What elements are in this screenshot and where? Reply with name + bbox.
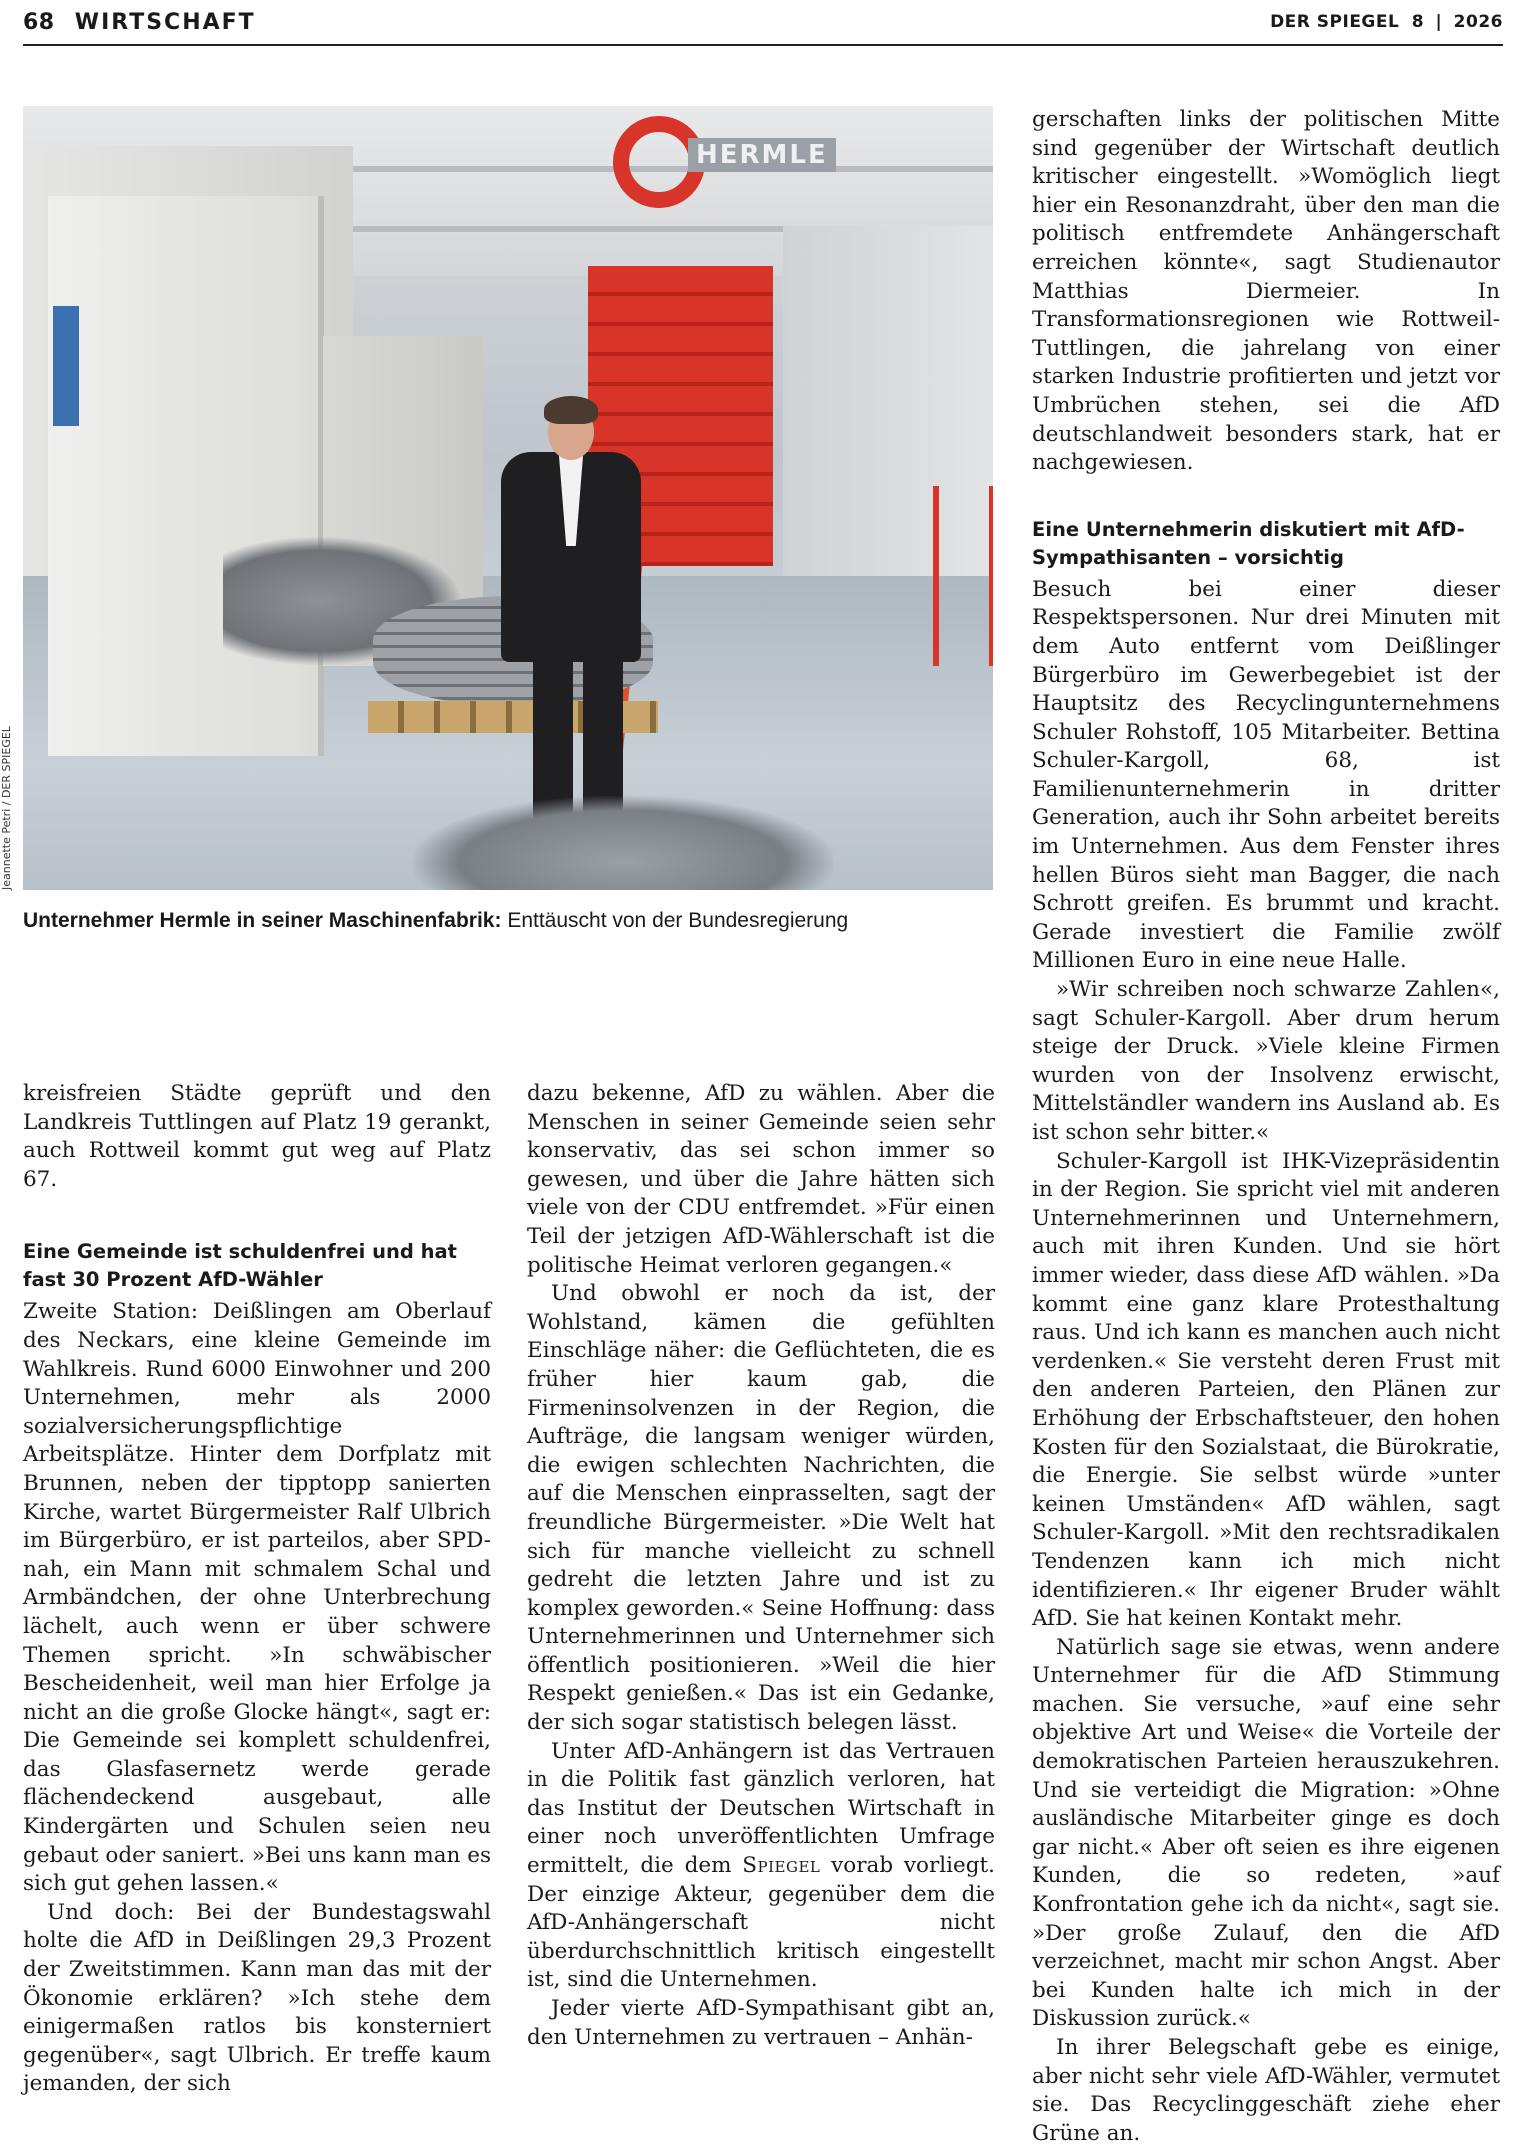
paragraph-part: vorab vorliegt. Der einzige Akteur, gegenüber dem die AfD-Anhängerschaft nicht überdurchschnittlich kritisch eingestellt ist, sind die Unternehmen. <box>527 1853 995 1993</box>
text-column-3 <box>1032 106 1500 2148</box>
caption-text: Enttäuscht von der Bundesregierung <box>501 909 849 932</box>
header-separator: | <box>1435 12 1443 32</box>
header-right <box>1270 12 1503 32</box>
subheading: Eine Gemeinde ist schuldenfrei und hat fast 30 Prozent AfD-Wähler <box>23 1240 457 1292</box>
hermle-sign: HERMLE <box>688 138 836 172</box>
text-column-2 <box>527 1080 995 2052</box>
page-number: 68 <box>23 10 55 35</box>
photo-caption <box>23 909 1003 933</box>
page-header <box>23 0 1503 46</box>
paragraph: Jeder vierte AfD-Sympathisant gibt an, den Unternehmen zu vertrauen – Anhän- <box>527 1996 995 2050</box>
article-photo <box>23 106 993 890</box>
photo-machine-screen <box>53 306 79 426</box>
paragraph: dazu bekenne, AfD zu wählen. Aber die Menschen in seiner Gemeinde seien sehr konservativ, das sei schon immer so gewesen, und über die Jahre hätten sich viele von der CDU entfremdet. »Für einen Teil der jetzigen AfD-Wählerschaft ist die politische Heimat verloren gegangen.« <box>527 1081 995 1278</box>
paragraph: In ihrer Belegschaft gebe es einige, aber nicht sehr viele AfD-Wähler, vermutet sie. Das Recyclinggeschäft ziehe eher Grüne an. <box>1032 2035 1500 2146</box>
issue-number: 8 <box>1411 12 1425 32</box>
paragraph: Besuch bei einer dieser Respektspersonen. Nur drei Minuten mit dem Auto entfernt vom Deißlinger Bürgerbüro im Gewerbegebiet ist der Hauptsitz des Recyclingunternehmens Schuler Rohstoff, 105 Mitarbeiter. Bettina Schuler-Kargoll, 68, ist Familienunternehmerin in dritter Generation, auch ihr Sohn arbeitet bereits im Unternehmen. Aus dem Fenster ihres hellen Büros sieht man Bagger, die nach Schrott greifen. Es brummt und kracht. Gerade investiert die Familie zwölf Millionen Euro in eine neue Halle. <box>1032 576 1500 974</box>
paragraph: Und doch: Bei der Bundestagswahl holte die AfD in Deißlingen 29,3 Prozent der Zweitstimmen. Kann man das mit der Ökonomie erklären? »Ich stehe dem einigermaßen ratlos bis konsterniert gegenüber«, sagt Ulbrich. Er treffe kaum jemanden, der sich <box>23 1899 491 2097</box>
issue-year: 2026 <box>1453 12 1503 32</box>
paragraph: Und obwohl er noch da ist, der Wohlstand, kämen die gefühlten Einschläge näher: die Geflüchteten, die es früher hier kaum gab, die Firmeninsolvenzen in der Region, die Aufträge, die langsam weniger würden, die ewigen schlechten Nachrichten, die auf die Menschen einprasselten, sagt der freundliche Bürgermeister. »Die Welt hat sich für manche vielleicht zu schnell gedreht die letzten Jahre und ist zu komplex geworden.« Seine Hoffnung: dass Unternehmerinnen und Unternehmer sich öffentlich positionieren. »Weil die hier Respekt genießen.« Das ist ein Gedanke, der sich sogar statistisch belegen lässt. <box>527 1281 995 1736</box>
header-left <box>23 10 256 35</box>
photo-castings-front <box>413 796 833 890</box>
publication-name: DER SPIEGEL <box>1270 12 1400 32</box>
section-title: WIRTSCHAFT <box>74 10 256 35</box>
paragraph: Zweite Station: Deißlingen am Oberlauf des Neckars, eine kleine Gemeinde im Wahlkreis. Rund 6000 Einwohner und 200 Unternehmen, mehr als 2000 sozialversicherungspflichtige Arbeitsplätze. Hinter dem Dorfplatz mit Brunnen, neben der tipptopp sanierten Kirche, wartet Bürgermeister Ralf Ulbrich im Bürgerbüro, er ist parteilos, aber SPD-nah, ein Mann mit schmalem Schal und Armbändchen, der ohne Unterbrechung lächelt, auch wenn er über schwere Themen spricht. »In schwäbischer Bescheidenheit, weil man hier Erfolge ja nicht an die große Glocke hängt«, sagt er: Die Gemeinde sei komplett schuldenfrei, das Glasfasernetz werde gerade flächendeckend ausgebaut, alle Kindergärten und Schulen seien neu gebaut oder saniert. »Bei uns kann man es sich gut gehen lassen.« <box>23 1299 491 1897</box>
paragraph: Schuler-Kargoll ist IHK-Vizepräsidentin in der Region. Sie spricht viel mit anderen Unternehmerinnen und Unternehmern, auch mit ihren Kunden. Und sie hört immer wieder, dass diese AfD wählen. »Da kommt eine ganz klare Protesthaltung raus. Und ich kann es manchen auch nicht verdenken.« Sie versteht deren Frust mit den anderen Parteien, den Plänen zur Erhöhung der Erbschaftsteuer, den hohen Kosten für den Sozialstaat, die Bürokratie, die Energie. Sie selbst würde »unter keinen Umständen« AfD wählen, sagt Schuler-Kargoll. »Mit den rechtsradikalen Tendenzen kann ich mich nicht identifizieren.« Ihr eigener Bruder wählt AfD. Sie hat keinen Kontakt mehr. <box>1032 1148 1500 1632</box>
paragraph: kreisfreien Städte geprüft und den Landkreis Tuttlingen auf Platz 19 gerankt, auch Rottweil kommt gut weg auf Platz 67. <box>23 1081 491 1192</box>
paragraph: Natürlich sage sie etwas, wenn andere Unternehmer für die AfD Stimmung machen. Sie versuche, »auf eine sehr objektive Art und Weise« die Vorteile der demokratischen Parteien herauszukehren. Und sie verteidigt die Migration: »Ohne ausländische Mitarbeiter ginge es doch gar nicht.« Aber oft seien es ihre eigenen Kunden, die so redeten, »auf Konfrontation gehe ich da nicht«, sagt sie. »Der große Zulauf, den die AfD verzeichnet, macht mir schon Angst. Aber bei Kunden halte ich mich in der Diskussion zurück.« <box>1032 1634 1500 2032</box>
paragraph: gerschaften links der politischen Mitte sind gegenüber der Wirtschaft deutlich kritischer eingestellt. »Womöglich liegt hier ein Resonanzdraht, über den man die politisch entfremdete Anhängerschaft erreichen könnte«, sagt Studienautor Matthias Diermeier. In Transformationsregionen wie Rottweil-Tuttlingen, die jahrelang von einer starken Industrie profitierten und jetzt vor Umbrüchen stehen, sei die AfD deutschlandweit besonders stark, hat er nachgewiesen. <box>1032 107 1500 476</box>
paragraph <box>527 1738 995 1995</box>
paragraph-part: Unter AfD-Anhängern ist das Vertrauen in die Politik fast gänzlich verloren, hat das Institut der Deutschen Wirtschaft in einer noch unveröffentlichten Umfrage ermittelt, die dem <box>527 1738 995 1879</box>
subheading: Eine Unternehmerin diskutiert mit AfD-Sympathisanten – vorsichtig <box>1032 517 1465 569</box>
spiegel-reference: Spiegel <box>742 1853 821 1879</box>
photo-credit: Jeannette Petri / DER SPIEGEL <box>0 726 13 890</box>
photo-machine <box>48 196 324 756</box>
caption-bold: Unternehmer Hermle in seiner Maschinenfabrik: <box>23 909 502 932</box>
text-column-1 <box>23 1080 491 2099</box>
person-hair <box>544 396 598 424</box>
paragraph: »Wir schreiben noch schwarze Zahlen«, sagt Schuler-Kargoll. Aber drum herum steige der Druck. »Viele kleine Firmen wurden von der Insolvenz erwischt, Mittelständler wandern ins Ausland ab. Es ist schon sehr bitter.« <box>1032 977 1500 1145</box>
photo-red-cart <box>933 486 993 666</box>
